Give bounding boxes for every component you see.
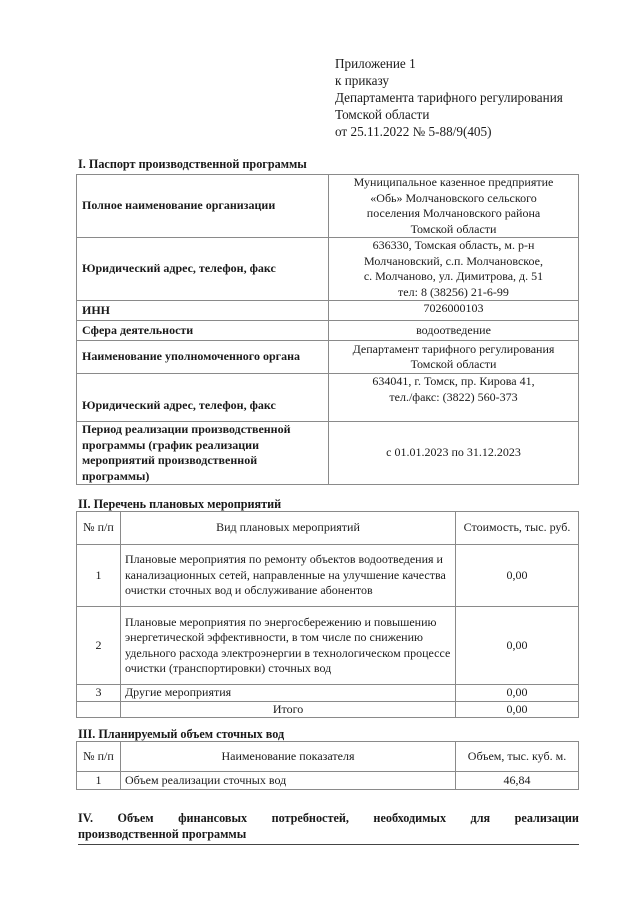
- value-line: с. Молчаново, ул. Димитрова, д. 51: [363, 269, 544, 283]
- appendix-line: Департамента тарифного регулирования: [335, 90, 563, 105]
- row-value: водоотведение: [329, 321, 579, 341]
- row-cost: 0,00: [456, 685, 579, 702]
- row-label: Юридический адрес, телефон, факс: [77, 238, 329, 301]
- title-word: реализации: [514, 811, 579, 825]
- appendix-header: [335, 55, 563, 140]
- value-line: Муниципальное казенное предприятие: [353, 175, 554, 189]
- planned-activities-table: [76, 511, 579, 718]
- row-num: 2: [77, 607, 121, 685]
- row-label: Юридический адрес, телефон, факс: [77, 374, 329, 422]
- row-value: [329, 238, 579, 301]
- title-word: потребностей,: [271, 811, 349, 825]
- row-value: [329, 341, 579, 374]
- row-name: Другие мероприятия: [121, 685, 456, 702]
- total-label: Итого: [121, 701, 456, 718]
- row-num: 3: [77, 685, 121, 702]
- row-name: Плановые мероприятия по ремонту объектов водоотведения и канализационных сетей, направленные на улучшение качества очистки сточных вод и обслуживание абонентов: [121, 545, 456, 607]
- section4-title-line1: [78, 810, 579, 826]
- wastewater-volume-table: [76, 741, 579, 790]
- appendix-line: от 25.11.2022 № 5-88/9(405): [335, 124, 492, 139]
- section4-title: [78, 810, 579, 845]
- total-num-empty: [77, 701, 121, 718]
- table-row: [77, 607, 579, 685]
- title-word: финансовых: [178, 811, 248, 825]
- value-line: 636330, Томская область, м. р-н: [372, 238, 535, 252]
- table-row: [77, 374, 579, 422]
- title-word: Объем: [117, 811, 154, 825]
- table-row: [77, 341, 579, 374]
- appendix-line: к приказу: [335, 73, 389, 88]
- value-line: Томской области: [410, 221, 497, 236]
- row-label: Наименование уполномоченного органа: [77, 341, 329, 374]
- section1-title: I. Паспорт производственной программы: [78, 157, 307, 171]
- table-header-row: [77, 512, 579, 545]
- value-line: Молчановский, с.п. Молчановское,: [364, 253, 543, 268]
- row-num: 1: [77, 545, 121, 607]
- row-label: Период реализации производственной программы (график реализации мероприятий производственной программы): [77, 422, 329, 485]
- value-line: «Обь» Молчановского сельского: [370, 190, 537, 205]
- table-row: [77, 301, 579, 321]
- row-volume: 46,84: [456, 772, 579, 790]
- title-word: IV.: [78, 811, 94, 825]
- table-row: [77, 238, 579, 301]
- table-row: [77, 772, 579, 790]
- value-line: Томской области: [410, 357, 497, 371]
- passport-table: [76, 174, 579, 485]
- table-row: [77, 422, 579, 485]
- row-value: 7026000103: [329, 301, 579, 321]
- row-num: 1: [77, 772, 121, 790]
- row-cost: 0,00: [456, 545, 579, 607]
- header-volume: Объем, тыс. куб. м.: [456, 742, 579, 772]
- section2-title: II. Перечень плановых мероприятий: [78, 497, 282, 511]
- table-row: [77, 321, 579, 341]
- table-header-row: [77, 742, 579, 772]
- appendix-line: Томской области: [335, 107, 430, 122]
- title-word: для: [470, 811, 491, 825]
- header-name: Вид плановых мероприятий: [121, 512, 456, 545]
- section3-title: III. Планируемый объем сточных вод: [78, 727, 285, 741]
- title-word: необходимых: [373, 811, 447, 825]
- row-cost: 0,00: [456, 607, 579, 685]
- section4-title-line2: производственной программы: [78, 827, 247, 841]
- table-row: [77, 685, 579, 702]
- header-num: № п/п: [77, 512, 121, 545]
- value-line: Департамент тарифного регулирования: [352, 341, 555, 356]
- total-cost: 0,00: [456, 701, 579, 718]
- row-value: [329, 175, 579, 238]
- row-label: Сфера деятельности: [77, 321, 329, 341]
- row-value: [329, 374, 579, 422]
- row-name: Объем реализации сточных вод: [121, 772, 456, 790]
- value-line: поселения Молчановского района: [366, 206, 541, 220]
- value-line: 634041, г. Томск, пр. Кирова 41,: [372, 374, 535, 388]
- header-num: № п/п: [77, 742, 121, 772]
- header-cost: Стоимость, тыс. руб.: [456, 512, 579, 545]
- table-row: [77, 545, 579, 607]
- row-label: ИНН: [77, 301, 329, 321]
- value-line: тел./факс: (3822) 560-373: [389, 389, 518, 404]
- header-name: Наименование показателя: [121, 742, 456, 772]
- row-label: Полное наименование организации: [77, 175, 329, 238]
- appendix-line: Приложение 1: [335, 56, 416, 71]
- row-value: с 01.01.2023 по 31.12.2023: [329, 422, 579, 485]
- row-name: Плановые мероприятия по энергосбережению и повышению энергетической эффективности, в том числе по снижению удельного расхода электроэнергии в технологическом процессе очистки (транспортировки) сточных вод: [121, 607, 456, 685]
- table-row: [77, 175, 579, 238]
- table-total-row: [77, 701, 579, 718]
- value-line: тел: 8 (38256) 21-6-99: [398, 284, 509, 299]
